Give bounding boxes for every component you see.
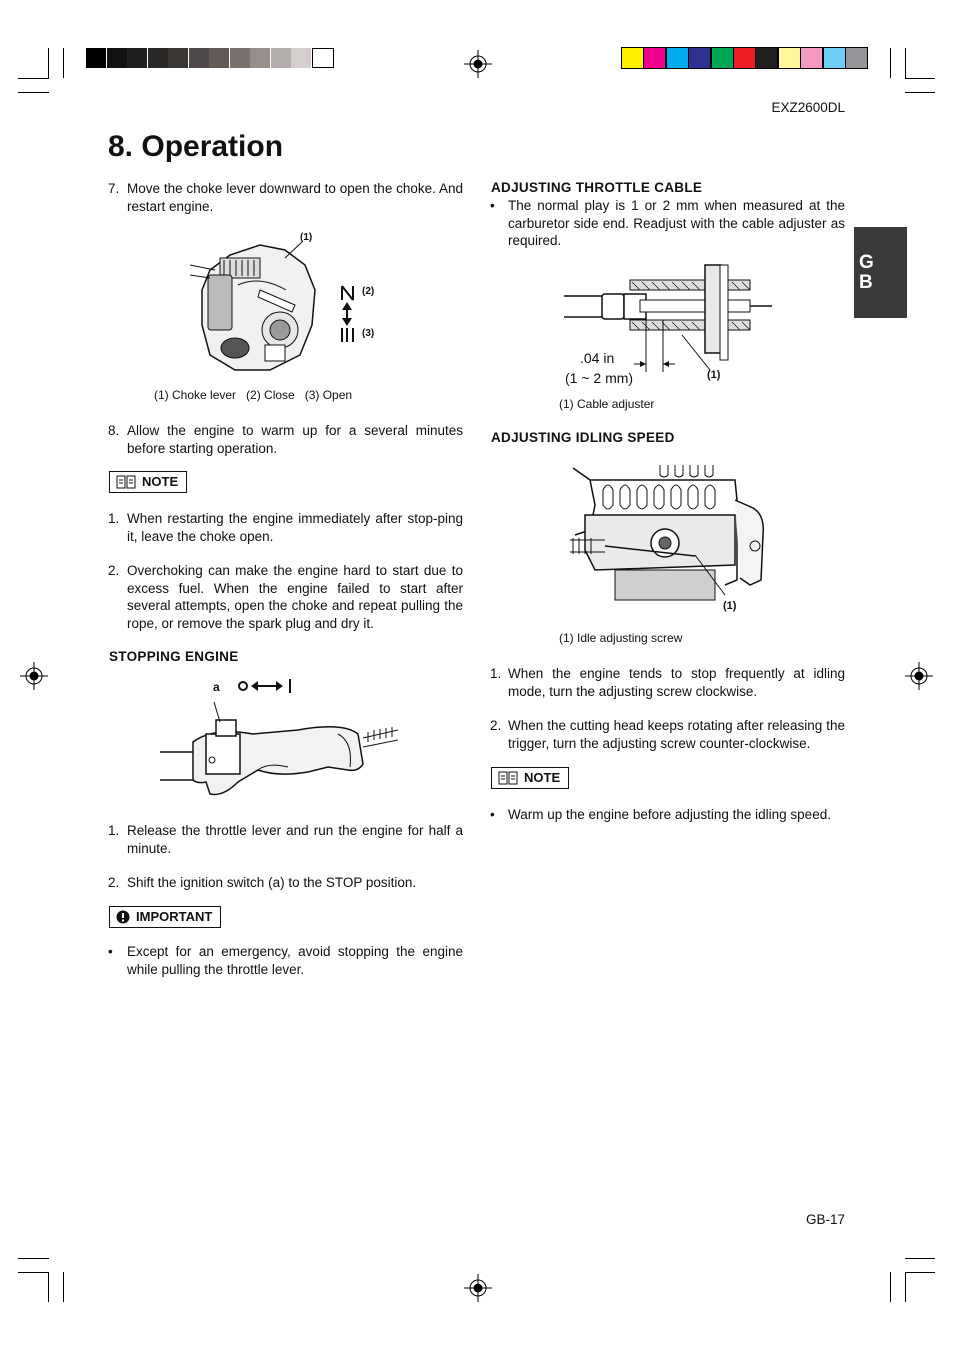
choke-callout-2: (2) — [362, 286, 375, 297]
stop-step-1 — [108, 822, 463, 857]
page-number: GB-17 — [805, 1212, 845, 1227]
gray-swatch — [250, 48, 270, 68]
bullet-mark: • — [490, 807, 495, 822]
step-number: 2. — [108, 563, 120, 578]
color-swatch — [824, 48, 845, 68]
color-swatch — [644, 48, 665, 68]
cable-dimension-mm: (1 ~ 2 mm) — [565, 370, 634, 386]
choke-figure-caption: (1) Choke lever (2) Close (3) Open — [154, 388, 353, 402]
step-number: 8. — [108, 423, 120, 438]
book-icon — [498, 771, 518, 785]
gray-swatch — [127, 48, 147, 68]
gray-swatch — [312, 48, 334, 68]
step-text: Release the throttle lever and run the engine for half a minute. — [127, 823, 463, 856]
gray-swatch — [107, 48, 127, 68]
step-number: 7. — [108, 181, 120, 196]
important-text: Except for an emergency, avoid stopping the engine while pulling the throttle lever. — [127, 944, 463, 977]
idle-note-bullet — [490, 806, 850, 824]
important-label: IMPORTANT — [136, 909, 213, 924]
step-number: 1. — [108, 823, 120, 838]
gray-swatch — [230, 48, 250, 68]
registration-mark-icon — [464, 1274, 492, 1302]
color-swatch — [712, 48, 733, 68]
step-number: 2. — [108, 875, 120, 890]
gray-swatch — [189, 48, 209, 68]
important-callout — [109, 906, 221, 928]
choke-lever-illustration — [190, 230, 390, 380]
color-swatch — [756, 48, 777, 68]
choke-callout-3: (3) — [362, 328, 375, 339]
color-swatch — [689, 48, 710, 68]
page-title: 8. Operation — [108, 130, 284, 163]
exclamation-icon — [116, 910, 130, 924]
gray-swatch — [168, 48, 188, 68]
stop-step-2 — [108, 874, 463, 892]
book-icon — [116, 475, 136, 489]
throttle-bullet — [490, 197, 845, 250]
color-swatch — [801, 48, 822, 68]
gray-swatch — [291, 48, 311, 68]
note-item-1 — [108, 510, 463, 545]
registration-mark-icon — [20, 662, 48, 690]
gray-swatch — [86, 48, 106, 68]
ignition-switch-illustration — [158, 672, 398, 802]
color-swatch — [779, 48, 800, 68]
step-number: 2. — [490, 718, 502, 733]
step-8 — [108, 422, 463, 457]
note-callout — [491, 767, 569, 789]
step-text: Shift the ignition switch (a) to the STOP position. — [127, 875, 417, 890]
color-swatch — [734, 48, 755, 68]
registration-mark-icon — [905, 662, 933, 690]
note-item-2 — [108, 562, 463, 632]
step-number: 1. — [108, 511, 120, 526]
idle-figure-caption: (1) Idle adjusting screw — [559, 631, 683, 645]
step-text: When the engine tends to stop frequently at idling mode, turn the adjusting screw clockwise. — [508, 666, 845, 699]
color-swatch — [846, 48, 867, 68]
important-bullet — [108, 943, 463, 978]
switch-callout-a: a — [213, 680, 220, 694]
throttle-text: The normal play is 1 or 2 mm when measured at the carburetor side end. Readjust with the cable adjuster as required. — [508, 198, 845, 248]
idle-step-1 — [490, 665, 845, 700]
registration-mark-icon — [464, 50, 492, 78]
note-text: When restarting the engine immediately after stop-ping it, leave the choke open. — [127, 511, 463, 544]
gray-swatch — [271, 48, 291, 68]
language-tab-line1: G — [859, 252, 874, 273]
idle-step-2 — [490, 717, 845, 752]
gray-swatch — [148, 48, 168, 68]
step-text: Move the choke lever downward to open the choke. And restart engine. — [127, 181, 463, 214]
step-7 — [108, 180, 463, 215]
adjusting-idling-heading: ADJUSTING IDLING SPEED — [491, 430, 675, 445]
idle-callout-1: (1) — [723, 600, 737, 612]
language-tab-line2: B — [859, 272, 873, 293]
step-number: 1. — [490, 666, 502, 681]
idle-screw-illustration — [565, 460, 770, 610]
note-label: NOTE — [524, 770, 561, 785]
note-label: NOTE — [142, 474, 179, 489]
model-number: EXZ2600DL — [771, 100, 845, 115]
note-callout — [109, 471, 187, 493]
gray-swatch — [209, 48, 229, 68]
step-text: When the cutting head keeps rotating after releasing the trigger, turn the adjusting screw counter-clockwise. — [508, 718, 845, 751]
adjusting-throttle-heading: ADJUSTING THROTTLE CABLE — [491, 180, 703, 195]
cable-dimension-inches: .04 in — [580, 350, 615, 366]
color-swatch — [622, 48, 643, 68]
bullet-mark: • — [490, 198, 495, 213]
stopping-engine-heading: STOPPING ENGINE — [109, 649, 239, 664]
color-swatch — [667, 48, 688, 68]
note-text: Overchoking can make the engine hard to start due to excess fuel. When the engine failed to start after several attempts, open the choke and repeat pulling the rope, or remove the spark plug and dry it. — [127, 563, 463, 631]
choke-callout-1: (1) — [300, 232, 313, 243]
note-text: Warm up the engine before adjusting the idling speed. — [508, 807, 831, 822]
language-tab — [854, 227, 907, 318]
bullet-mark: • — [108, 944, 113, 959]
step-text: Allow the engine to warm up for a several minutes before starting operation. — [127, 423, 463, 456]
cable-callout-1: (1) — [707, 369, 721, 381]
cable-figure-caption: (1) Cable adjuster — [559, 397, 655, 411]
